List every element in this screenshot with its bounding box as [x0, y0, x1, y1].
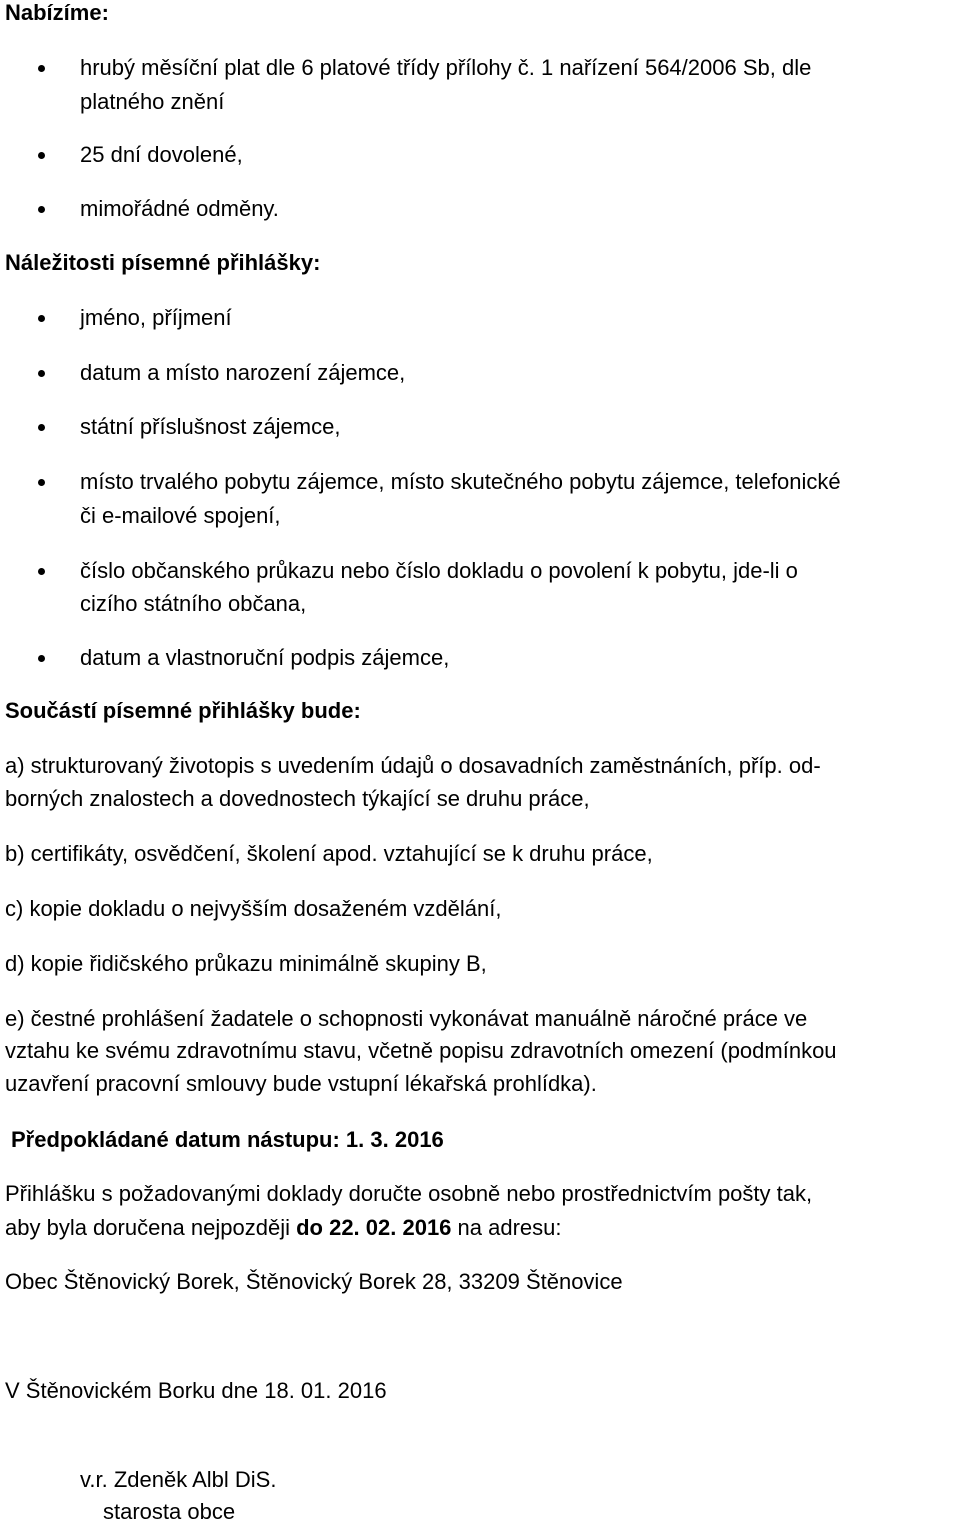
list-item-text: platného znění: [80, 89, 225, 114]
bullet-icon: [38, 568, 45, 575]
bullet-icon: [38, 315, 45, 322]
list-item-text: číslo občanského průkazu nebo číslo dokladu o povolení k pobytu, jde-li o: [80, 558, 798, 583]
list-item-text: místo trvalého pobytu zájemce, místo skutečného pobytu zájemce, telefonické: [80, 469, 841, 494]
place-date: V Štěnovickém Borku dne 18. 01. 2016: [5, 1378, 387, 1403]
list-item-text: 25 dní dovolené,: [80, 142, 243, 167]
bullet-icon: [38, 152, 45, 159]
start-date: Předpokládané datum nástupu: 1. 3. 2016: [11, 1127, 444, 1152]
bullet-icon: [38, 206, 45, 213]
list-item-text: datum a vlastnoruční podpis zájemce,: [80, 645, 450, 670]
attachment-d: d) kopie řidičského průkazu minimálně skupiny B,: [5, 951, 487, 976]
attachment-c: c) kopie dokladu o nejvyšším dosaženém vzdělání,: [5, 896, 502, 921]
list-item-text: jméno, příjmení: [80, 305, 232, 330]
bullet-icon: [38, 479, 45, 486]
attachment-a: a) strukturovaný životopis s uvedením údajů o dosavadních zaměstnáních, příp. od-: [5, 753, 821, 778]
attachment-e: e) čestné prohlášení žadatele o schopnosti vykonávat manuálně náročné práce ve: [5, 1006, 808, 1031]
attachment-e-cont: vztahu ke svému zdravotnímu stavu, včetně popisu zdravotních omezení (podmínkou: [5, 1038, 837, 1063]
list-item-text: či e-mailové spojení,: [80, 503, 281, 528]
submission-text: Přihlášku s požadovanými doklady doručte osobně nebo prostřednictvím pošty tak,: [5, 1181, 813, 1206]
submission-text-cont: [5, 1212, 562, 1244]
attachment-a-cont: borných znalostech a dovednostech týkající se druhu práce,: [5, 786, 590, 811]
bullet-icon: [38, 424, 45, 431]
submission-deadline: do 22. 02. 2016: [296, 1215, 452, 1240]
list-item-text: hrubý měsíční plat dle 6 platové třídy přílohy č. 1 nařízení 564/2006 Sb, dle: [80, 55, 812, 80]
attachments-heading: Součástí písemné přihlášky bude:: [5, 698, 361, 723]
attachment-b: b) certifikáty, osvědčení, školení apod. vztahující se k druhu práce,: [5, 841, 653, 866]
list-item-text: cizího státního občana,: [80, 591, 307, 616]
bullet-icon: [38, 370, 45, 377]
signature-title: starosta obce: [103, 1499, 236, 1524]
list-item-text: datum a místo narození zájemce,: [80, 360, 406, 385]
attachment-e-cont: uzavření pracovní smlouvy bude vstupní lékařská prohlídka).: [5, 1071, 597, 1096]
submission-post: na adresu:: [451, 1215, 562, 1240]
list-item-text: mimořádné odměny.: [80, 196, 279, 221]
address: Obec Štěnovický Borek, Štěnovický Borek 28, 33209 Štěnovice: [5, 1269, 623, 1294]
requirements-heading: Náležitosti písemné přihlášky:: [5, 250, 321, 275]
list-item-text: státní příslušnost zájemce,: [80, 414, 341, 439]
bullet-icon: [38, 65, 45, 72]
signature-name: v.r. Zdeněk Albl DiS.: [80, 1467, 277, 1492]
offer-heading: Nabízíme:: [5, 0, 109, 25]
bullet-icon: [38, 655, 45, 662]
submission-pre: aby byla doručena nejpozději: [5, 1215, 297, 1240]
